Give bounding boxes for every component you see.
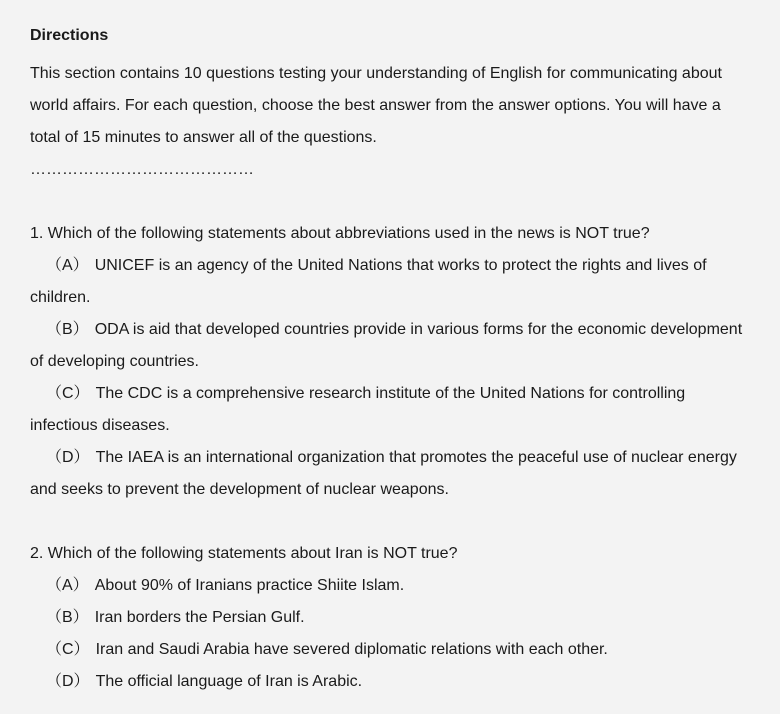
answer-option-d[interactable]	[30, 442, 750, 506]
answer-option-b[interactable]	[30, 314, 750, 378]
option-text: Iran and Saudi Arabia have severed diplomatic relations with each other.	[95, 641, 608, 658]
question-2	[30, 538, 750, 698]
option-letter: （B）	[46, 321, 89, 338]
answer-option-b[interactable]	[30, 602, 750, 634]
option-text: The IAEA is an international organization that promotes the peaceful use of nuclear energy and seeks to prevent the development of nuclear weapons.	[30, 449, 737, 498]
question-1	[30, 218, 750, 506]
option-text: The CDC is a comprehensive research institute of the United Nations for controlling infectious diseases.	[30, 385, 686, 434]
option-text: UNICEF is an agency of the United Nations that works to protect the rights and lives of children.	[30, 257, 707, 306]
dotted-separator: ……………………………………	[30, 161, 254, 178]
option-letter: （D）	[46, 449, 90, 466]
answer-option-d[interactable]	[30, 666, 750, 698]
answer-option-a[interactable]	[30, 250, 750, 314]
option-text: Iran borders the Persian Gulf.	[94, 609, 305, 626]
option-letter: （C）	[46, 385, 90, 402]
option-letter: （C）	[46, 641, 90, 658]
question-stem: 2. Which of the following statements about Iran is NOT true?	[30, 545, 458, 562]
option-text: About 90% of Iranians practice Shiite Islam.	[94, 577, 405, 594]
option-letter: （D）	[46, 673, 90, 690]
option-text: The official language of Iran is Arabic.	[95, 673, 363, 690]
question-stem: 1. Which of the following statements about abbreviations used in the news is NOT true?	[30, 225, 650, 242]
option-letter: （A）	[46, 257, 89, 274]
answer-option-c[interactable]	[30, 634, 750, 666]
answer-option-c[interactable]	[30, 378, 750, 442]
directions-heading: Directions	[30, 27, 109, 44]
option-text: ODA is aid that developed countries provide in various forms for the economic development of developing countries.	[30, 321, 743, 370]
directions-text: This section contains 10 questions testing your understanding of English for communicating about world affairs. For each question, choose the best answer from the answer options. You will have a total of 15 minutes to answer all of the questions.	[30, 65, 722, 146]
option-letter: （A）	[46, 577, 89, 594]
option-letter: （B）	[46, 609, 89, 626]
answer-option-a[interactable]	[30, 570, 750, 602]
